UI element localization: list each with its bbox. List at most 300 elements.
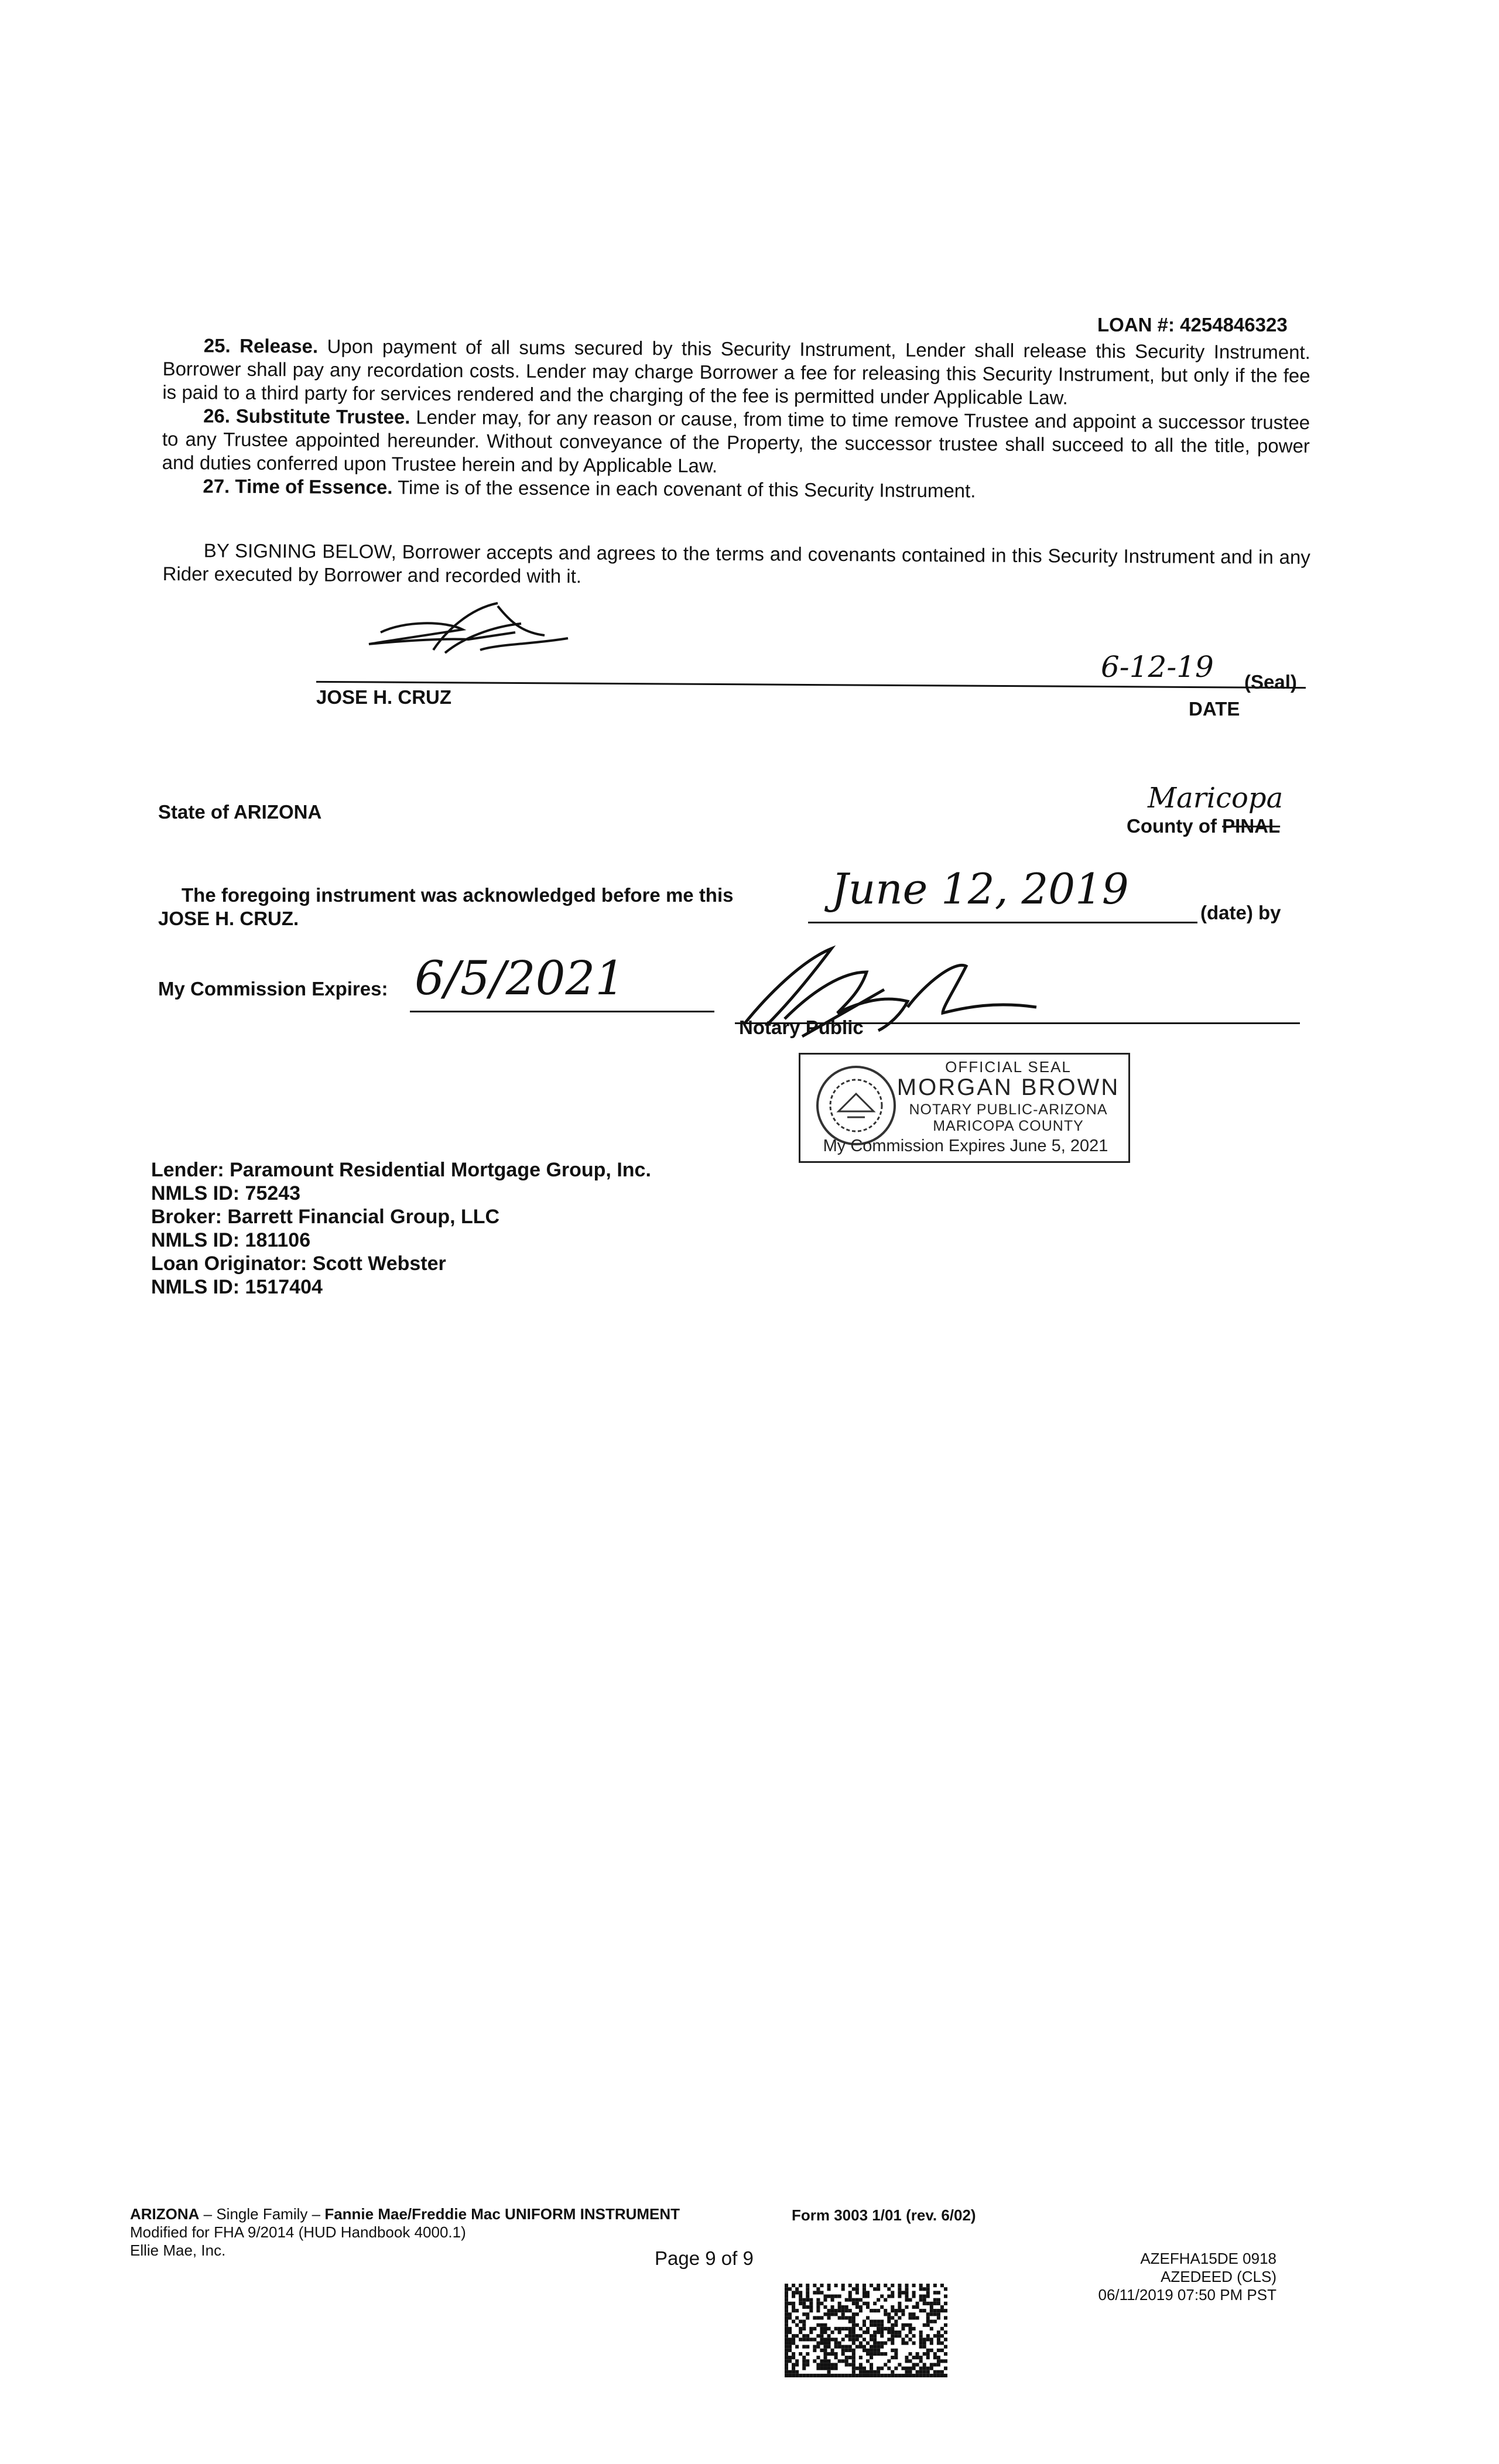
barcode-module <box>855 2367 859 2370</box>
barcode-module <box>912 2284 916 2287</box>
barcode-module <box>937 2330 940 2334</box>
barcode-module <box>785 2341 788 2345</box>
barcode-module <box>827 2309 831 2312</box>
barcode-module <box>848 2345 852 2349</box>
barcode-module <box>831 2363 834 2366</box>
barcode-module <box>820 2374 823 2377</box>
barcode-module <box>919 2338 923 2341</box>
barcode-module <box>887 2330 891 2334</box>
barcode-module <box>813 2291 816 2294</box>
barcode-module <box>792 2320 795 2323</box>
barcode-module <box>841 2338 845 2341</box>
barcode-module <box>937 2298 940 2302</box>
barcode-module <box>806 2298 809 2302</box>
barcode-module <box>866 2352 870 2356</box>
barcode-module <box>923 2341 926 2345</box>
barcode-module <box>785 2349 788 2352</box>
barcode-module <box>891 2309 894 2312</box>
barcode-module <box>795 2359 799 2363</box>
barcode-module <box>816 2298 820 2302</box>
barcode-module <box>802 2334 806 2338</box>
barcode-module <box>855 2334 859 2338</box>
barcode-module <box>823 2359 827 2363</box>
barcode-module <box>930 2302 933 2305</box>
notary-public-label: Notary Public <box>739 1017 864 1038</box>
barcode-module <box>894 2374 898 2377</box>
barcode-module <box>926 2284 930 2287</box>
barcode-module <box>912 2374 916 2377</box>
barcode-module <box>823 2312 827 2316</box>
barcode-module <box>880 2367 884 2370</box>
barcode-module <box>841 2345 845 2349</box>
barcode-module <box>788 2316 792 2319</box>
barcode-module <box>880 2294 884 2298</box>
barcode-module <box>916 2302 919 2305</box>
barcode-module <box>823 2374 827 2377</box>
barcode-module <box>848 2356 852 2359</box>
barcode-module <box>848 2363 852 2366</box>
barcode-module <box>855 2338 859 2341</box>
barcode-module <box>944 2330 947 2334</box>
barcode-module <box>799 2374 802 2377</box>
barcode-module <box>795 2374 799 2377</box>
barcode-module <box>926 2291 930 2294</box>
barcode-module <box>806 2291 809 2294</box>
barcode-module <box>944 2294 947 2298</box>
barcode-module <box>792 2305 795 2309</box>
section-heading: 25. Release. <box>203 334 319 357</box>
barcode-module <box>816 2316 820 2319</box>
barcode-module <box>827 2352 831 2356</box>
barcode-module <box>880 2327 884 2330</box>
barcode-module <box>813 2327 816 2330</box>
barcode-module <box>785 2287 788 2291</box>
barcode-module <box>788 2330 792 2334</box>
barcode-module <box>823 2338 827 2341</box>
barcode-module <box>841 2359 845 2363</box>
barcode-module <box>806 2287 809 2291</box>
barcode-module <box>852 2327 855 2330</box>
barcode-module <box>944 2323 947 2327</box>
barcode-module <box>926 2338 930 2341</box>
barcode-module <box>891 2374 894 2377</box>
barcode-module <box>827 2334 831 2338</box>
barcode-module <box>891 2334 894 2338</box>
barcode-module <box>916 2305 919 2309</box>
barcode-module <box>937 2316 940 2319</box>
barcode-module <box>891 2370 894 2374</box>
barcode-module <box>891 2323 894 2327</box>
barcode-module <box>792 2341 795 2345</box>
section-text: Upon payment of all sums secured by this Security Instrument, Lender shall release this Security Instrument. Borrower shall pay any recordation costs. Lender may charge Borrower a fee for releasing this Security Instrument, but only if the fee is paid to a third party for services rendered and the charging of the fee is permitted under Applicable Law. <box>162 335 1310 409</box>
barcode-module <box>863 2302 866 2305</box>
barcode-module <box>944 2316 947 2319</box>
barcode-module <box>916 2356 919 2359</box>
barcode-module <box>909 2338 912 2341</box>
barcode-module <box>887 2287 891 2291</box>
seal-line-2: MARICOPA COUNTY <box>933 1118 1084 1134</box>
barcode-module <box>884 2363 887 2366</box>
barcode-module <box>901 2309 905 2312</box>
barcode-module <box>827 2367 831 2370</box>
barcode-module <box>845 2327 848 2330</box>
barcode-module <box>809 2309 813 2312</box>
barcode-module <box>880 2320 884 2323</box>
barcode-module <box>937 2356 940 2359</box>
barcode-module <box>809 2302 813 2305</box>
barcode-module <box>802 2302 806 2305</box>
barcode-module <box>785 2330 788 2334</box>
barcode-module <box>884 2309 887 2312</box>
barcode-module <box>785 2312 788 2316</box>
barcode-module <box>785 2367 788 2370</box>
barcode-module <box>785 2334 788 2338</box>
barcode-module <box>933 2352 937 2356</box>
barcode-module <box>859 2309 863 2312</box>
barcode-module <box>806 2363 809 2366</box>
barcode-module <box>831 2352 834 2356</box>
barcode-module <box>877 2298 880 2302</box>
barcode-module <box>785 2323 788 2327</box>
barcode-module <box>834 2327 838 2330</box>
barcode-module <box>940 2341 944 2345</box>
barcode-module <box>887 2359 891 2363</box>
barcode-module <box>877 2323 880 2327</box>
barcode-module <box>905 2341 908 2345</box>
barcode-module <box>930 2309 933 2312</box>
barcode-module <box>802 2367 806 2370</box>
barcode-module <box>845 2363 848 2366</box>
barcode-module <box>919 2298 923 2302</box>
barcode-module <box>884 2312 887 2316</box>
document-barcode <box>785 2284 947 2377</box>
barcode-module <box>894 2309 898 2312</box>
barcode-module <box>831 2349 834 2352</box>
barcode-module <box>863 2345 866 2349</box>
barcode-module <box>788 2349 792 2352</box>
barcode-module <box>933 2312 937 2316</box>
barcode-module <box>916 2363 919 2366</box>
barcode-module <box>926 2356 930 2359</box>
barcode-module <box>884 2374 887 2377</box>
barcode-module <box>852 2341 855 2345</box>
barcode-module <box>848 2291 852 2294</box>
barcode-module <box>940 2370 944 2374</box>
barcode-module <box>901 2338 905 2341</box>
barcode-module <box>930 2305 933 2309</box>
barcode-module <box>884 2284 887 2287</box>
barcode-module <box>795 2316 799 2319</box>
barcode-module <box>887 2312 891 2316</box>
footer-left <box>130 2205 680 2260</box>
barcode-module <box>831 2305 834 2309</box>
barcode-module <box>863 2320 866 2323</box>
barcode-module <box>785 2284 788 2287</box>
barcode-module <box>923 2302 926 2305</box>
barcode-module <box>795 2363 799 2366</box>
barcode-module <box>848 2320 852 2323</box>
barcode-module <box>806 2284 809 2287</box>
barcode-module <box>802 2323 806 2327</box>
barcode-module <box>880 2305 884 2309</box>
barcode-module <box>923 2338 926 2341</box>
barcode-module <box>866 2305 870 2309</box>
barcode-module <box>901 2323 905 2327</box>
seal-title: OFFICIAL SEAL <box>945 1058 1072 1076</box>
barcode-module <box>841 2309 845 2312</box>
barcode-module <box>870 2356 873 2359</box>
barcode-module <box>848 2294 852 2298</box>
barcode-module <box>937 2291 940 2294</box>
barcode-module <box>884 2327 887 2330</box>
barcode-module <box>863 2291 866 2294</box>
barcode-module <box>930 2363 933 2366</box>
barcode-module <box>852 2363 855 2366</box>
date-label: DATE <box>1189 698 1240 720</box>
barcode-module <box>923 2374 926 2377</box>
barcode-module <box>912 2312 916 2316</box>
footer-timestamp: 06/11/2019 07:50 PM PST <box>1098 2286 1276 2304</box>
barcode-module <box>898 2330 901 2334</box>
barcode-module <box>944 2359 947 2363</box>
barcode-module <box>792 2338 795 2341</box>
barcode-module <box>894 2320 898 2323</box>
barcode-module <box>877 2349 880 2352</box>
barcode-module <box>852 2330 855 2334</box>
barcode-module <box>845 2305 848 2309</box>
barcode-module <box>909 2316 912 2319</box>
barcode-module <box>834 2374 838 2377</box>
barcode-module <box>834 2341 838 2345</box>
barcode-module <box>894 2356 898 2359</box>
barcode-module <box>933 2284 937 2287</box>
barcode-module <box>880 2374 884 2377</box>
barcode-module <box>933 2374 937 2377</box>
barcode-module <box>795 2345 799 2349</box>
barcode-module <box>859 2334 863 2338</box>
barcode-module <box>909 2323 912 2327</box>
footer-code: AZEFHA15DE 0918 <box>1140 2250 1276 2267</box>
barcode-module <box>816 2302 820 2305</box>
barcode-module <box>873 2345 877 2349</box>
barcode-module <box>916 2316 919 2319</box>
barcode-module <box>820 2334 823 2338</box>
barcode-module <box>880 2323 884 2327</box>
barcode-module <box>855 2345 859 2349</box>
barcode-module <box>866 2370 870 2374</box>
barcode-module <box>912 2294 916 2298</box>
barcode-module <box>841 2316 845 2319</box>
barcode-module <box>909 2359 912 2363</box>
barcode-module <box>785 2294 788 2298</box>
section-25 <box>162 334 1310 411</box>
barcode-module <box>863 2370 866 2374</box>
barcode-module <box>944 2338 947 2341</box>
covenant-sections <box>162 334 1310 505</box>
barcode-module <box>838 2359 841 2363</box>
barcode-module <box>877 2287 880 2291</box>
barcode-module <box>816 2374 820 2377</box>
barcode-module <box>891 2305 894 2309</box>
barcode-module <box>852 2334 855 2338</box>
footer-instrument: Fannie Mae/Freddie Mac UNIFORM INSTRUMENT <box>324 2205 680 2223</box>
barcode-module <box>841 2305 845 2309</box>
barcode-module <box>891 2291 894 2294</box>
barcode-module <box>834 2345 838 2349</box>
barcode-module <box>852 2374 855 2377</box>
commission-line <box>410 1011 714 1012</box>
barcode-module <box>802 2320 806 2323</box>
barcode-module <box>863 2338 866 2341</box>
barcode-module <box>785 2370 788 2374</box>
barcode-module <box>863 2349 866 2352</box>
barcode-module <box>866 2316 870 2319</box>
section-text: Lender may, for any reason or cause, from time to time remove Trustee and appoint a successor trustee to any Trustee appointed hereunder. Without conveyance of the Property, the successor trustee shall succeed to all the title, power and duties conferred upon Trustee herein and by Applicable Law. <box>162 406 1310 477</box>
barcode-module <box>919 2359 923 2363</box>
barcode-module <box>792 2334 795 2338</box>
barcode-module <box>823 2352 827 2356</box>
barcode-module <box>923 2345 926 2349</box>
barcode-module <box>813 2359 816 2363</box>
barcode-module <box>823 2298 827 2302</box>
barcode-module <box>848 2327 852 2330</box>
barcode-module <box>834 2312 838 2316</box>
barcode-module <box>785 2374 788 2377</box>
barcode-module <box>926 2370 930 2374</box>
barcode-module <box>937 2338 940 2341</box>
barcode-module <box>859 2374 863 2377</box>
barcode-module <box>926 2349 930 2352</box>
barcode-module <box>792 2363 795 2366</box>
barcode-module <box>827 2312 831 2316</box>
barcode-module <box>923 2294 926 2298</box>
barcode-module <box>827 2316 831 2319</box>
barcode-module <box>870 2349 873 2352</box>
barcode-module <box>891 2294 894 2298</box>
barcode-module <box>919 2341 923 2345</box>
barcode-module <box>795 2287 799 2291</box>
barcode-module <box>827 2363 831 2366</box>
barcode-module <box>820 2323 823 2327</box>
barcode-module <box>880 2345 884 2349</box>
lender-line: NMLS ID: 75243 <box>151 1182 301 1204</box>
barcode-module <box>905 2334 908 2338</box>
barcode-module <box>838 2316 841 2319</box>
barcode-module <box>852 2356 855 2359</box>
barcode-module <box>792 2367 795 2370</box>
barcode-module <box>827 2294 831 2298</box>
barcode-module <box>916 2370 919 2374</box>
barcode-module <box>852 2338 855 2341</box>
barcode-module <box>813 2338 816 2341</box>
barcode-module <box>838 2309 841 2312</box>
barcode-module <box>809 2298 813 2302</box>
barcode-module <box>933 2309 937 2312</box>
barcode-module <box>834 2356 838 2359</box>
barcode-module <box>930 2312 933 2316</box>
barcode-module <box>785 2302 788 2305</box>
barcode-module <box>852 2370 855 2374</box>
barcode-module <box>827 2370 831 2374</box>
barcode-module <box>795 2370 799 2374</box>
barcode-module <box>873 2320 877 2323</box>
barcode-module <box>799 2294 802 2298</box>
barcode-module <box>823 2345 827 2349</box>
barcode-module <box>785 2320 788 2323</box>
barcode-module <box>873 2302 877 2305</box>
barcode-module <box>809 2327 813 2330</box>
barcode-module <box>919 2356 923 2359</box>
barcode-module <box>912 2334 916 2338</box>
seal-expiration: My Commission Expires June 5, 2021 <box>823 1137 1108 1155</box>
barcode-module <box>859 2345 863 2349</box>
barcode-module <box>785 2356 788 2359</box>
barcode-module <box>788 2302 792 2305</box>
barcode-module <box>880 2334 884 2338</box>
barcode-module <box>785 2338 788 2341</box>
barcode-module <box>788 2374 792 2377</box>
barcode-module <box>827 2359 831 2363</box>
barcode-module <box>792 2291 795 2294</box>
barcode-module <box>841 2284 845 2287</box>
barcode-module <box>802 2327 806 2330</box>
barcode-module <box>863 2330 866 2334</box>
barcode-module <box>820 2363 823 2366</box>
barcode-module <box>912 2327 916 2330</box>
barcode-module <box>940 2305 944 2309</box>
barcode-module <box>855 2298 859 2302</box>
barcode-module <box>933 2302 937 2305</box>
barcode-module <box>859 2356 863 2359</box>
barcode-module <box>827 2284 831 2287</box>
barcode-module <box>841 2374 845 2377</box>
barcode-module <box>823 2323 827 2327</box>
barcode-module <box>802 2374 806 2377</box>
footer-state: ARIZONA <box>130 2205 200 2223</box>
barcode-module <box>877 2345 880 2349</box>
barcode-module <box>838 2330 841 2334</box>
barcode-module <box>820 2341 823 2345</box>
barcode-module <box>845 2349 848 2352</box>
barcode-module <box>923 2309 926 2312</box>
barcode-module <box>926 2302 930 2305</box>
barcode-module <box>823 2363 827 2366</box>
barcode-module <box>802 2356 806 2359</box>
barcode-module <box>901 2374 905 2377</box>
barcode-module <box>799 2338 802 2341</box>
barcode-module <box>926 2374 930 2377</box>
barcode-module <box>912 2291 916 2294</box>
barcode-module <box>877 2327 880 2330</box>
barcode-module <box>792 2356 795 2359</box>
barcode-module <box>877 2309 880 2312</box>
barcode-module <box>870 2352 873 2356</box>
barcode-module <box>916 2374 919 2377</box>
barcode-module <box>905 2294 908 2298</box>
barcode-module <box>909 2367 912 2370</box>
commission-label: My Commission Expires: <box>158 978 388 1000</box>
barcode-module <box>919 2287 923 2291</box>
barcode-module <box>933 2363 937 2366</box>
barcode-module <box>937 2374 940 2377</box>
barcode-module <box>848 2284 852 2287</box>
barcode-module <box>855 2287 859 2291</box>
barcode-module <box>855 2284 859 2287</box>
barcode-module <box>785 2316 788 2319</box>
barcode-module <box>909 2312 912 2316</box>
barcode-module <box>788 2287 792 2291</box>
barcode-module <box>877 2330 880 2334</box>
